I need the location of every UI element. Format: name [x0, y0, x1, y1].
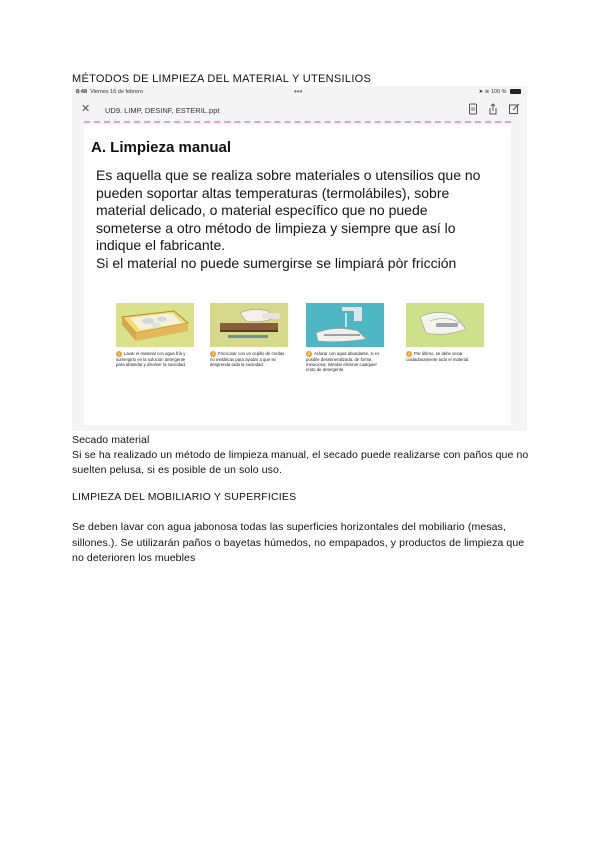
- secado-title: Secado material: [72, 434, 150, 446]
- viewer-toolbar: [72, 98, 527, 120]
- step-number: 3: [307, 351, 311, 356]
- status-date: Viernes 16 de febrero: [90, 89, 143, 95]
- wifi-icon: ➤ ≋: [478, 89, 490, 95]
- slide-line: Si el material no puede sumergirse se limpiará pòr fricción: [96, 254, 457, 271]
- embedded-screenshot: [72, 86, 527, 431]
- rinsing-illustration: [306, 303, 384, 347]
- step-number: 4: [407, 351, 411, 356]
- share-icon[interactable]: [487, 103, 499, 115]
- drying-illustration: [406, 303, 484, 347]
- slide-body: [96, 167, 506, 272]
- step-text: Por último, se debe secar cuidadosamente todo el material.: [406, 351, 470, 362]
- step-text: Friccionar con un cepillo de cerdas no metálicas para ayudar a que se desprenda toda la suciedad.: [210, 351, 285, 368]
- edit-icon[interactable]: [508, 103, 520, 115]
- slide-title: A. Limpieza manual: [91, 139, 232, 156]
- file-name: UD9. LIMP, DESINF, ESTERIL.ppt: [105, 106, 220, 115]
- slide-line: material delicado, o material específico que no puede: [96, 202, 428, 218]
- step-panel: [406, 303, 484, 362]
- slide-line: someterse a otro método de limpieza y siempre que así lo: [96, 219, 456, 236]
- step-panel: [116, 303, 194, 367]
- mobiliario-heading: LIMPIEZA DEL MOBILIARIO Y SUPERFICIES: [72, 491, 297, 503]
- slide-line: pueden soportar altas temperaturas (termolábiles), sobre: [96, 184, 450, 201]
- presentation-slide: [84, 125, 511, 425]
- step-text: Aclarar con agua abundante, si es posible desmineralizada, de forma minuciosa; intentar eliminar cualquier resto de detergente.: [306, 351, 380, 373]
- step-panel: [210, 303, 288, 367]
- step-number: 1: [117, 351, 121, 356]
- brushing-illustration: [210, 303, 288, 347]
- secado-paragraph: Si se ha realizado un método de limpieza manual, el secado puede realizarse con paños que no suelten pelusa, si es posible de un solo uso.: [72, 449, 529, 476]
- status-dots: •••: [294, 87, 303, 96]
- page-heading: MÉTODOS DE LIMPIEZA DEL MATERIAL Y UTENSILIOS: [72, 73, 372, 85]
- status-time: 8:48: [76, 89, 88, 95]
- slide-line: Es aquella que se realiza sobre materiales o utensilios que no: [96, 167, 481, 183]
- slide-line: indique el fabricante.: [96, 237, 226, 253]
- step-number: 2: [211, 351, 215, 356]
- close-icon[interactable]: ✕: [81, 103, 91, 115]
- step-panel: [306, 303, 384, 373]
- doc-icon[interactable]: [467, 103, 479, 115]
- step-text: Lavar el material con agua fría y sumergirlo en la solución detergente para ablandar y disolver la suciedad.: [116, 351, 186, 368]
- status-bar: [72, 86, 527, 98]
- soaking-tray-illustration: [116, 303, 194, 347]
- battery-icon: [510, 89, 521, 94]
- mobiliario-paragraph: Se deben lavar con agua jabonosa todas las superficies horizontales del mobiliario (mesas, sillones.). Se utilizarán paños o bayetas húmedos, no empapados, y productos de limpieza que no deterioren los muebles: [72, 521, 525, 564]
- battery-label: 100 %: [490, 89, 507, 95]
